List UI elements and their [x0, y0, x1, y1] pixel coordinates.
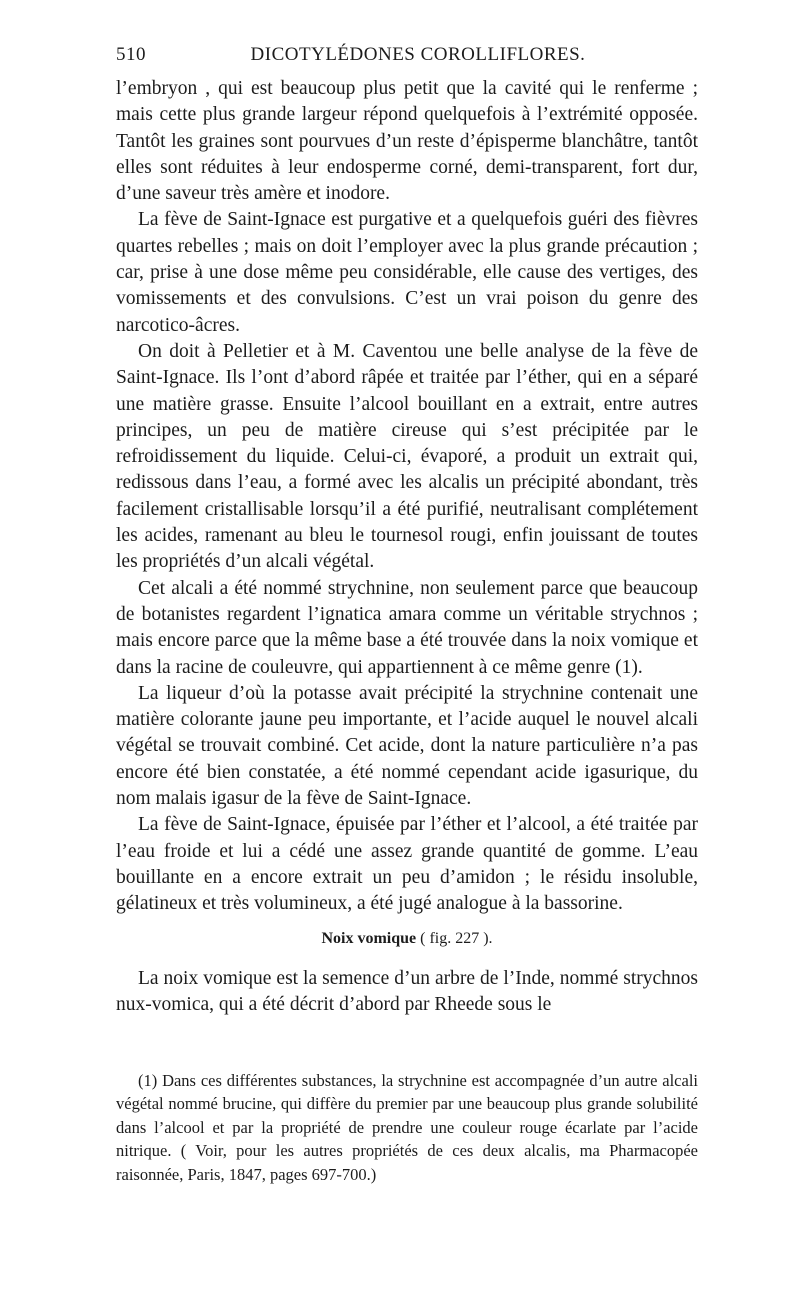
page-header	[116, 44, 700, 74]
running-head: DICOTYLÉDONES COROLLIFLORES.	[250, 44, 586, 65]
page-number: 510	[116, 44, 146, 65]
paragraph: La fève de Saint-Ignace, épuisée par l’éther et l’alcool, a été traitée par l’eau froide et lui a cédé une assez grande quantité de gomme. L’eau bouillante en a encore extrait un peu d’amidon ; le résidu insoluble, gélatineux et très volumineux, a été jugé analogue à la bassorine.	[116, 814, 698, 915]
paragraph: On doit à Pelletier et à M. Caventou une belle analyse de la fève de Saint-Ignace. Ils l’ont d’abord râpée et traitée par l’éther, qui en a séparé une matière grasse. Ensuite l’alcool bouillant en a extrait, entre autres principes, un peu de matière cireuse qui s’est précipitée par le refroidissement du liquide. Celui-ci, évaporé, a produit un extrait qui, redissous dans l’eau, a formé avec les alcalis un précipité abondant, très facilement cristallisable lorsqu’il a été purifié, neutralisant complétement les acides, ramenant au bleu le tournesol rougi, enfin jouissant de toutes les propriétés d’un alcali végétal.	[116, 340, 698, 573]
section-heading	[116, 926, 698, 952]
paragraph: La noix vomique est la semence d’un arbre de l’Inde, nommé strychnos nux-vomica, qui a été décrit d’abord par Rheede sous le	[116, 967, 698, 1016]
body-text	[116, 76, 698, 1018]
footnote-text: (1) Dans ces différentes substances, la strychnine est accompagnée d’un autre alcali végétal nommé brucine, qui diffère du premier par une beaucoup plus grande solubilité dans l’alcool et par la propriété de prendre une couleur rouge écarlate par l’acide nitrique. ( Voir, pour les autres propriétés de ces deux alcalis, ma Pharmacopée raisonnée, Paris, 1847, pages 697-700.)	[116, 1071, 698, 1184]
paragraph: La liqueur d’où la potasse avait précipité la strychnine contenait une matière colorante jaune peu importante, et l’acide auquel le nouvel alcali végétal se trouvait combiné. Cet acide, dont la nature particulière n’a pas encore été bien constatée, a été nommé cependant acide igasurique, du nom malais igasur de la fève de Saint-Ignace.	[116, 682, 698, 810]
paragraph: Cet alcali a été nommé strychnine, non seulement parce que beaucoup de botanistes regardent l’ignatica amara comme un véritable strychnos ; mais encore parce que la même base a été trouvée dans la noix vomique et dans la racine de couleuvre, qui appartiennent à ce même genre (1).	[116, 577, 698, 678]
figure-reference: ( fig. 227 ).	[420, 929, 493, 947]
section-title: Noix vomique	[321, 929, 417, 947]
footnote	[116, 1069, 698, 1186]
paragraph: La fève de Saint-Ignace est purgative et a quelquefois guéri des fièvres quartes rebelles ; mais on doit l’employer avec la plus grande précaution ; car, prise à une dose même peu considérable, elle cause des vertiges, des vomissements et des convulsions. C’est un vrai poison du genre des narcotico-âcres.	[116, 209, 698, 336]
paragraph: l’embryon , qui est beaucoup plus petit que la cavité qui le renferme ; mais cette plus grande largeur répond quelquefois à l’extrémité opposée. Tantôt les graines sont pourvues d’un reste d’épisperme blanchâtre, tantôt elles sont réduites à leur endosperme corné, demi-transparent, fort dur, d’une saveur très amère et inodore.	[116, 78, 698, 205]
